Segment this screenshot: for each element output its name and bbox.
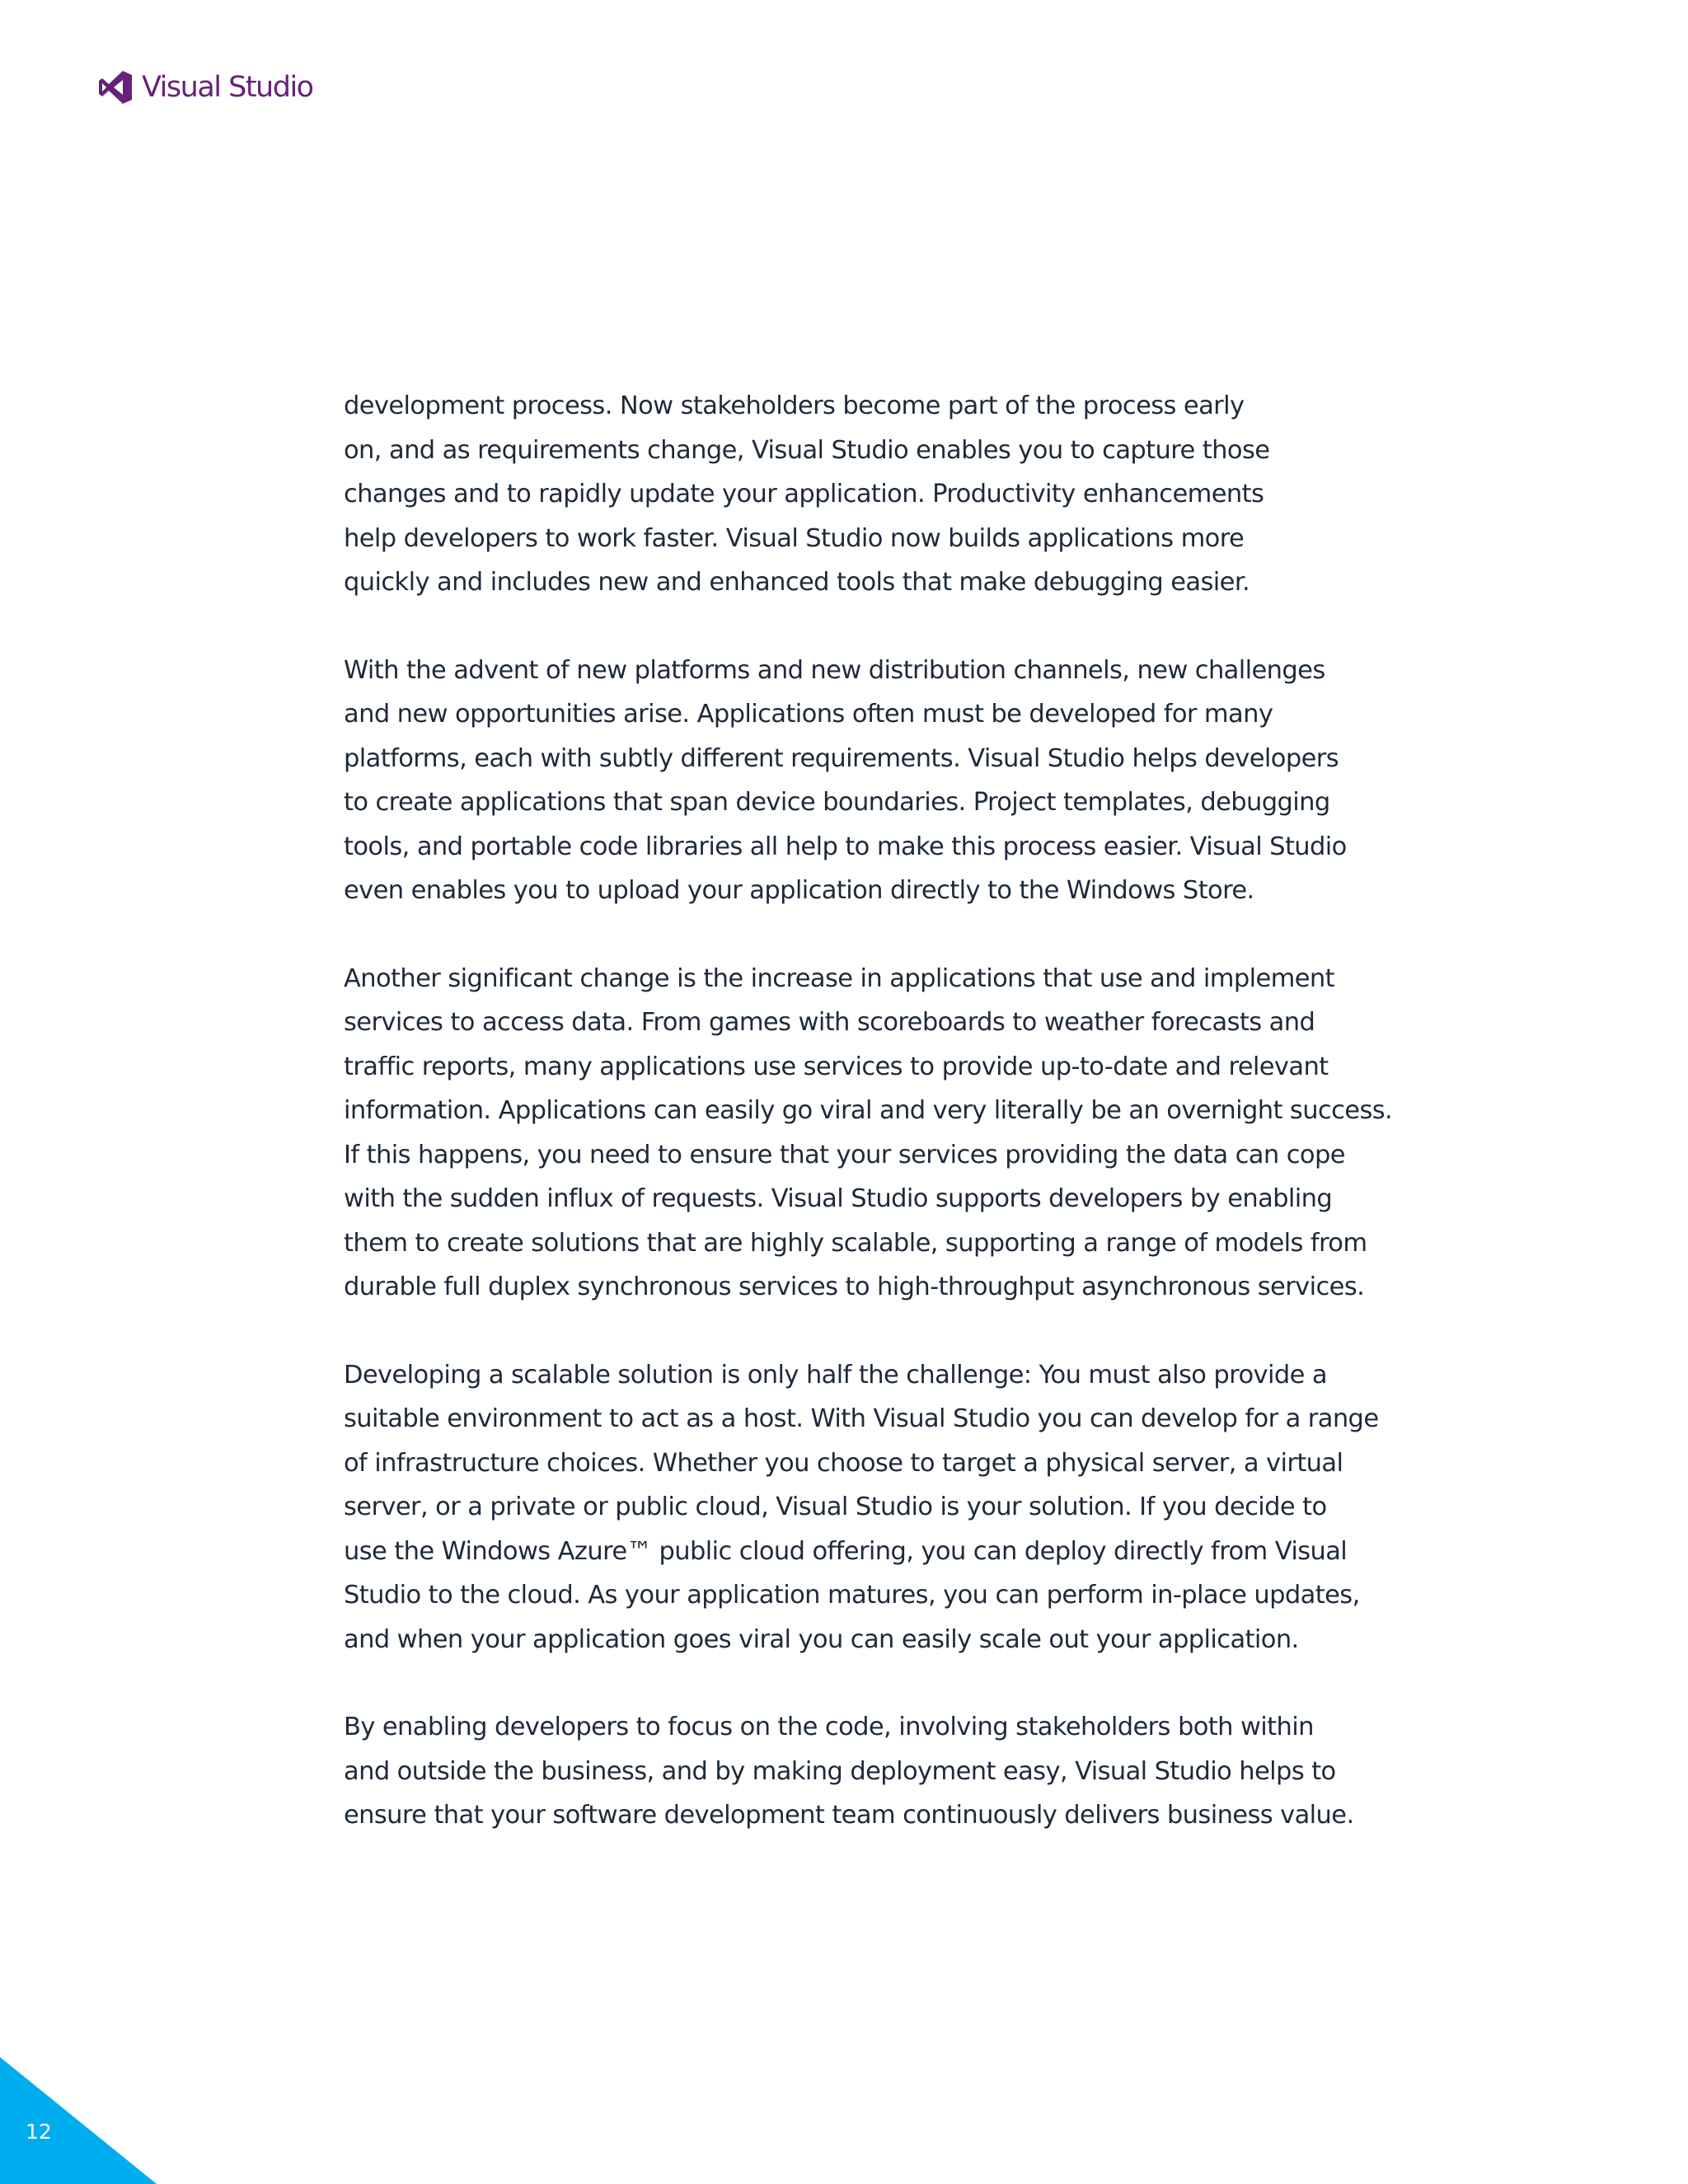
text-line: durable full duplex synchronous services to high-throughput asynchronous services. [344, 1272, 1365, 1301]
text-line: use the Windows Azure™ public cloud offering, you can deploy directly from Visual [344, 1536, 1348, 1566]
text-line: and when your application goes viral you can easily scale out your application. [344, 1624, 1299, 1654]
text-line: If this happens, you need to ensure that your services providing the data can cope [344, 1140, 1345, 1169]
paragraph-4 [344, 1353, 1379, 1662]
text-line: By enabling developers to focus on the code, involving stakeholders both within [344, 1713, 1314, 1741]
text-line: with the sudden influx of requests. Visual Studio supports developers by enabling [344, 1184, 1333, 1213]
text-line: of infrastructure choices. Whether you choose to target a physical server, a virtual [344, 1448, 1343, 1478]
text-line: development process. Now stakeholders become part of the process early [344, 391, 1245, 420]
paragraph-3 [344, 957, 1393, 1310]
text-line: server, or a private or public cloud, Visual Studio is your solution. If you decide to [344, 1493, 1327, 1521]
text-line: platforms, each with subtly different requirements. Visual Studio helps developers [344, 743, 1339, 773]
page-number: 12 [26, 2120, 52, 2144]
text-line: suitable environment to act as a host. With Visual Studio you can develop for a range [344, 1404, 1379, 1433]
text-line: and outside the business, and by making deployment easy, Visual Studio helps to [344, 1756, 1336, 1786]
visual-studio-logo-icon [97, 69, 134, 105]
text-line: quickly and includes new and enhanced tools that make debugging easier. [344, 568, 1250, 597]
paragraph-1 [344, 384, 1374, 605]
brand-name: Visual Studio [142, 70, 313, 104]
text-line: Another significant change is the increase in applications that use and implement [344, 963, 1334, 993]
text-line: traffic reports, many applications use services to provide up-to-date and relevant [344, 1052, 1329, 1081]
text-line: tools, and portable code libraries all help to make this process easier. Visual Studio [344, 832, 1347, 861]
paragraph-5 [344, 1705, 1374, 1838]
text-line: ensure that your software development team continuously delivers business value. [344, 1801, 1354, 1830]
corner-accent-triangle [0, 2057, 157, 2184]
text-line: changes and to rapidly update your application. Productivity enhancements [344, 480, 1264, 509]
paragraph-2 [344, 649, 1374, 913]
text-line: With the advent of new platforms and new distribution channels, new challenges [344, 655, 1325, 685]
brand-header [97, 69, 313, 105]
text-line: on, and as requirements change, Visual Studio enables you to capture those [344, 435, 1270, 465]
text-line: to create applications that span device boundaries. Project templates, debugging [344, 788, 1330, 817]
text-line: them to create solutions that are highly scalable, supporting a range of models from [344, 1228, 1367, 1258]
text-line: and new opportunities arise. Applications often must be developed for many [344, 700, 1273, 729]
text-line: services to access data. From games with scoreboards to weather forecasts and [344, 1008, 1315, 1037]
text-line: information. Applications can easily go viral and very literally be an overnight success. [344, 1096, 1393, 1125]
text-line: Developing a scalable solution is only half the challenge: You must also provide a [344, 1360, 1327, 1390]
text-line: Studio to the cloud. As your application matures, you can perform in-place updates, [344, 1581, 1360, 1610]
article-body [344, 384, 1393, 1882]
text-line: even enables you to upload your application directly to the Windows Store. [344, 876, 1254, 905]
text-line: help developers to work faster. Visual Studio now builds applications more [344, 523, 1245, 553]
